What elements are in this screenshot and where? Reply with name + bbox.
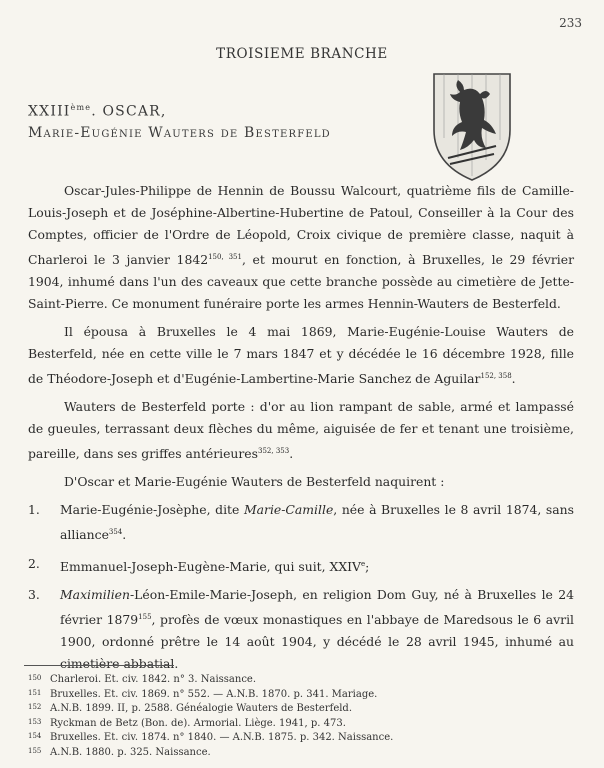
footnote: 155 A.N.B. 1880. p. 325. Naissance. bbox=[28, 746, 211, 758]
footnote: 150 Charleroi. Et. civ. 1842. n° 3. Naissance. bbox=[28, 674, 257, 685]
children-list bbox=[28, 499, 574, 674]
heading-generation: XXIII bbox=[28, 103, 71, 120]
branch-title: TROISIEME BRANCHE bbox=[216, 46, 388, 62]
footnote: 151 Bruxelles. Et. civ. 1869. n° 552. — A.N.B. 1870. p. 341. Mariage. bbox=[28, 688, 378, 700]
footnote-ref: 352, 353 bbox=[258, 447, 290, 456]
heading-name: . OSCAR, bbox=[91, 103, 167, 120]
list-item: 2. Emmanuel-Joseph-Eugène-Marie, qui suit, XXIVe; bbox=[28, 553, 574, 578]
footnotes bbox=[28, 672, 568, 760]
heading-line-1 bbox=[28, 97, 331, 123]
footnote-ref: 155 bbox=[138, 612, 152, 621]
footnote-ref: 150, 351 bbox=[208, 253, 242, 261]
heading-line-2: Marie-Eugénie Wauters de Besterfeld bbox=[28, 124, 331, 141]
lion-rampant-shield-icon bbox=[430, 68, 514, 184]
footnote: 154 Bruxelles. Et. civ. 1874. n° 1840. — A.N.B. 1875. p. 342. Naissance. bbox=[28, 732, 394, 744]
child-number: 2. bbox=[28, 555, 40, 571]
paragraph-marriage: Il épousa à Bruxelles le 4 mai 1869, Marie-Eugénie-Louise Wauters de Besterfeld, née en cette ville le 7 mars 1847 et y décédée le 16 décembre 1928, fille de Théodore-Joseph et d'Eugénie-Lambertine-Marie Sanchez de Aguilar$^{152, 358}$. bbox=[28, 324, 574, 387]
footnote: 153 Ryckman de Betz (Bon. de). Armorial. Liège. 1941, p. 473. bbox=[28, 717, 346, 729]
heading-generation-suffix: ème bbox=[70, 103, 92, 112]
children-intro: D'Oscar et Marie-Eugénie Wauters de Besterfeld naquirent : bbox=[64, 474, 445, 490]
footnote: 152 A.N.B. 1899. II, p. 2588. Généalogie Wauters de Besterfeld. bbox=[28, 703, 353, 715]
list-item: 3. Maximilien-Léon-Emile-Marie-Joseph, en religion Dom Guy, né à Bruxelles le 24 février 1879$^{155}$, profès de vœux monastiques en l'abbaye de Maredsous le 6 avril 1900, ordonné prêtre le 14 août 1904, y décédé le 28 avril 1945, inhumé au cimetière abbatial. bbox=[28, 584, 574, 675]
footnote-divider bbox=[24, 665, 174, 666]
body-text bbox=[28, 180, 574, 681]
footnote-ref: e bbox=[361, 559, 366, 568]
paragraph-biography: Oscar-Jules-Philippe de Hennin de Boussu Walcourt, quatrième fils de Camille-Louis-Joseph et de Joséphine-Albertine-Hubertine de Patoul, Conseiller à la Cour des Comptes, officier de l'Ordre de Léopold, Croix civique de première classe, naquit à Charleroi le 3 janvier 1842$^{150, 351}$, et mourut en fonction, à Bruxelles, le 29 février 1904, inhumé dans l'un des caveaux que cette branche possède au cimetière de Jette-Saint-Pierre. Ce monument funéraire porte les armes Hennin-Wauters de Besterfeld. bbox=[28, 183, 574, 312]
list-item: 1. Marie-Eugénie-Josèphe, dite Marie-Camille, née à Bruxelles le 8 avril 1874, sans alliance$^{354}$. bbox=[28, 499, 574, 546]
footnote-ref: 152, 358 bbox=[480, 372, 512, 381]
child-number: 3. bbox=[28, 586, 40, 602]
paragraph-arms: Wauters de Besterfeld porte : d'or au lion rampant de sable, armé et lampassé de gueules, terrassant deux flèches du même, aiguisée de fer et tenant une troisième, pareille, dans ses griffes antérieures$^{352, 353}$. bbox=[28, 399, 574, 462]
footnote-ref: 354 bbox=[108, 528, 123, 537]
generation-heading bbox=[28, 97, 331, 144]
page-number: 233 bbox=[559, 16, 582, 30]
child-number: 1. bbox=[28, 502, 40, 518]
